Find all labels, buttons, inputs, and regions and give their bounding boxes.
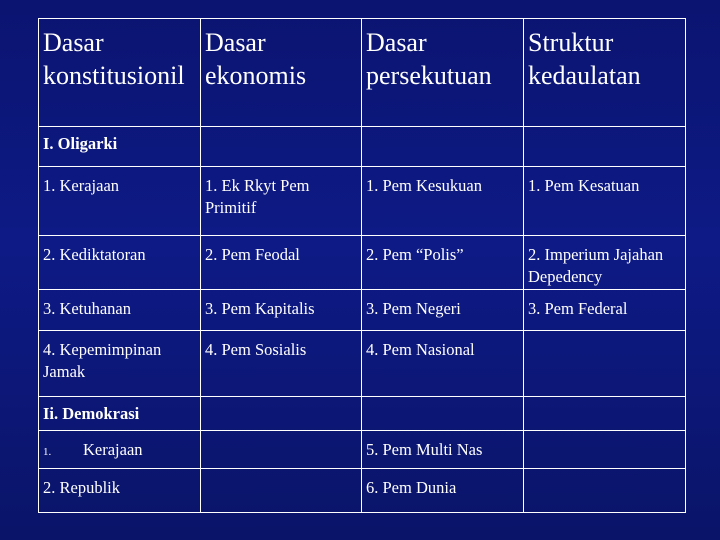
table-cell	[39, 431, 201, 469]
header-row	[39, 19, 686, 127]
table-cell: 4. Pem Sosialis	[201, 331, 362, 397]
table-cell: 1. Pem Kesukuan	[362, 167, 524, 236]
table-cell: 1. Ek Rkyt Pem Primitif	[201, 167, 362, 236]
table-cell: 1. Pem Kesatuan	[524, 167, 686, 236]
table-row	[39, 469, 686, 513]
table-row	[39, 431, 686, 469]
classification-table	[38, 18, 686, 513]
table-cell	[524, 331, 686, 397]
section-row-demokrasi	[39, 397, 686, 431]
table-cell: 3. Pem Negeri	[362, 290, 524, 331]
table-cell: 3. Ketuhanan	[39, 290, 201, 331]
header-cell: Dasar konstitusionil	[39, 19, 201, 127]
cell-text: Kerajaan	[83, 440, 143, 459]
table-cell: 4. Kepemimpinan Jamak	[39, 331, 201, 397]
table-cell: 3. Pem Federal	[524, 290, 686, 331]
table-row	[39, 331, 686, 397]
header-cell: Struktur kedaulatan	[524, 19, 686, 127]
section-label: I. Oligarki	[39, 127, 201, 167]
header-cell: Dasar ekonomis	[201, 19, 362, 127]
table-cell	[201, 431, 362, 469]
table-cell: 2. Imperium Jajahan Depedency	[524, 236, 686, 290]
table-cell: 2. Republik	[39, 469, 201, 513]
empty-cell	[201, 397, 362, 431]
table-cell: 2. Kediktatoran	[39, 236, 201, 290]
empty-cell	[362, 397, 524, 431]
table-cell	[524, 431, 686, 469]
empty-cell	[201, 127, 362, 167]
table-cell: 1. Kerajaan	[39, 167, 201, 236]
table-cell: 2. Pem “Polis”	[362, 236, 524, 290]
table-cell: 2. Pem Feodal	[201, 236, 362, 290]
empty-cell	[362, 127, 524, 167]
list-number: 1.	[43, 446, 52, 458]
table-row	[39, 236, 686, 290]
header-cell: Dasar persekutuan	[362, 19, 524, 127]
table-cell: 3. Pem Kapitalis	[201, 290, 362, 331]
section-row-oligarki	[39, 127, 686, 167]
table-cell	[524, 469, 686, 513]
table-row	[39, 167, 686, 236]
empty-cell	[524, 397, 686, 431]
table-row	[39, 290, 686, 331]
table-cell: 4. Pem Nasional	[362, 331, 524, 397]
table-cell	[201, 469, 362, 513]
table-cell: 5. Pem Multi Nas	[362, 431, 524, 469]
table-cell: 6. Pem Dunia	[362, 469, 524, 513]
section-label: Ii. Demokrasi	[39, 397, 201, 431]
empty-cell	[524, 127, 686, 167]
